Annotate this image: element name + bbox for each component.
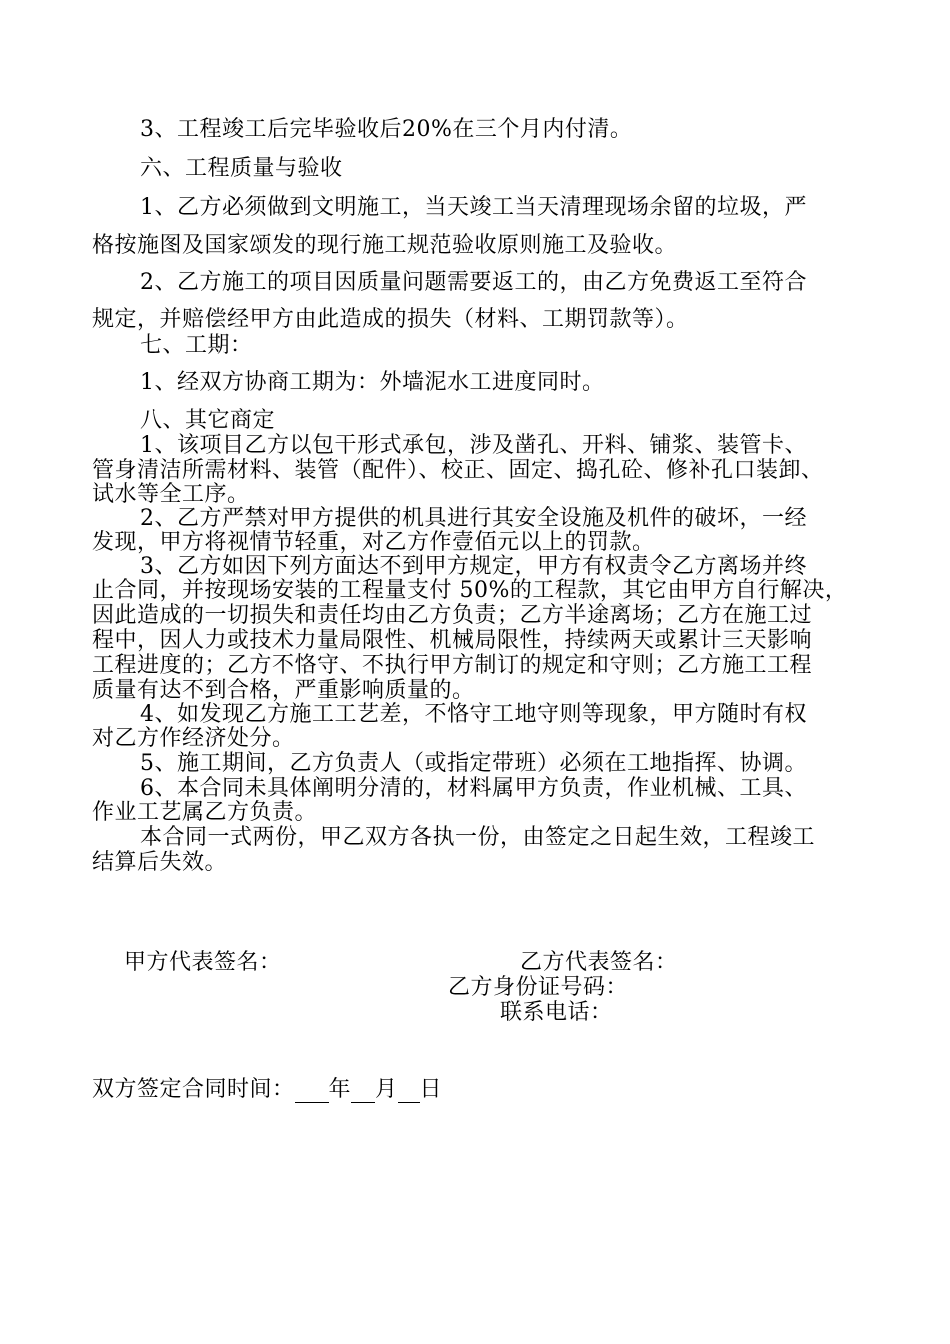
- payment-clause-3: 3、工程竣工后完毕验收后20%在三个月内付清。: [140, 117, 633, 142]
- other-clause-2-line-2: 发现，甲方将视情节轻重，对乙方作壹佰元以上的罚款。: [92, 530, 655, 555]
- other-clause-6-line-1: 6、本合同未具体阐明分清的，材料属甲方负责，作业机械、工具、: [140, 776, 807, 801]
- final-clause-line-1: 本合同一式两份，甲乙双方各执一份，由签定之日起生效，工程竣工: [140, 825, 816, 850]
- final-clause-line-2: 结算后失效。: [92, 850, 228, 875]
- other-clause-4-line-1: 4、如发现乙方施工工艺差，不恪守工地守则等现象，甲方随时有权: [140, 702, 807, 727]
- quality-clause-2-line-2: 规定，并赔偿经甲方由此造成的损失（材料、工期罚款等）。: [92, 307, 689, 332]
- other-clause-3-line-2: 止合同，并按现场安装的工程量支付 50%的工程款，其它由甲方自行解决，: [92, 578, 848, 603]
- party-b-id-label: 乙方身份证号码：: [448, 975, 629, 1000]
- other-clause-4-line-2: 对乙方作经济处分。: [92, 726, 295, 751]
- other-clause-3-line-3: 因此造成的一切损失和责任均由乙方负责；乙方半途离场；乙方在施工过: [92, 603, 813, 628]
- quality-clause-2-line-1: 2、乙方施工的项目因质量问题需要返工的，由乙方免费返工至符合: [140, 270, 807, 295]
- section-heading-quality: 六、工程质量与验收: [140, 156, 343, 181]
- year-label: 年: [328, 1077, 352, 1102]
- party-b-signature-label: 乙方代表签名：: [520, 950, 678, 975]
- phone-label: 联系电话：: [500, 1000, 613, 1025]
- other-clause-1-line-1: 1、该项目乙方以包干形式承包，涉及凿孔、开料、铺浆、装管卡、: [140, 433, 807, 458]
- section-heading-schedule: 七、工期：: [140, 333, 253, 358]
- other-clause-5: 5、施工期间，乙方负责人（或指定带班）必须在工地指挥、协调。: [140, 751, 807, 776]
- other-clause-1-line-2: 管身清洁所需材料、装管（配件）、校正、固定、捣孔砼、修补孔口装卸、: [92, 458, 824, 483]
- section-heading-other: 八、其它商定: [140, 408, 276, 433]
- other-clause-3-line-6: 质量有达不到合格，严重影响质量的。: [92, 678, 475, 703]
- other-clause-1-line-3: 试水等全工序。: [92, 482, 250, 507]
- other-clause-3-line-1: 3、乙方如因下列方面达不到甲方规定，甲方有权责令乙方离场并终: [140, 554, 807, 579]
- other-clause-3-line-5: 工程进度的；乙方不恪守、不执行甲方制订的规定和守则；乙方施工工程: [92, 653, 813, 678]
- year-blank: [295, 1080, 329, 1103]
- other-clause-6-line-2: 作业工艺属乙方负责。: [92, 800, 318, 825]
- party-a-signature-label: 甲方代表签名：: [124, 950, 282, 975]
- other-clause-3-line-4: 程中，因人力或技术力量局限性、机械局限性，持续两天或累计三天影响: [92, 628, 813, 653]
- month-label: 月: [375, 1077, 398, 1102]
- contract-date-label: 双方签定合同时间：: [92, 1077, 295, 1102]
- day-label: 日: [419, 1077, 443, 1102]
- month-blank: [351, 1080, 375, 1103]
- day-blank: [398, 1080, 420, 1103]
- quality-clause-1-line-2: 格按施图及国家颂发的现行施工规范验收原则施工及验收。: [92, 233, 678, 258]
- schedule-clause-1: 1、经双方协商工期为：外墙泥水工进度同时。: [140, 370, 605, 395]
- other-clause-2-line-1: 2、乙方严禁对甲方提供的机具进行其安全设施及机件的破坏，一经: [140, 506, 807, 531]
- quality-clause-1-line-1: 1、乙方必须做到文明施工，当天竣工当天清理现场余留的垃圾，严: [140, 195, 807, 220]
- contract-date-line: [92, 1072, 442, 1103]
